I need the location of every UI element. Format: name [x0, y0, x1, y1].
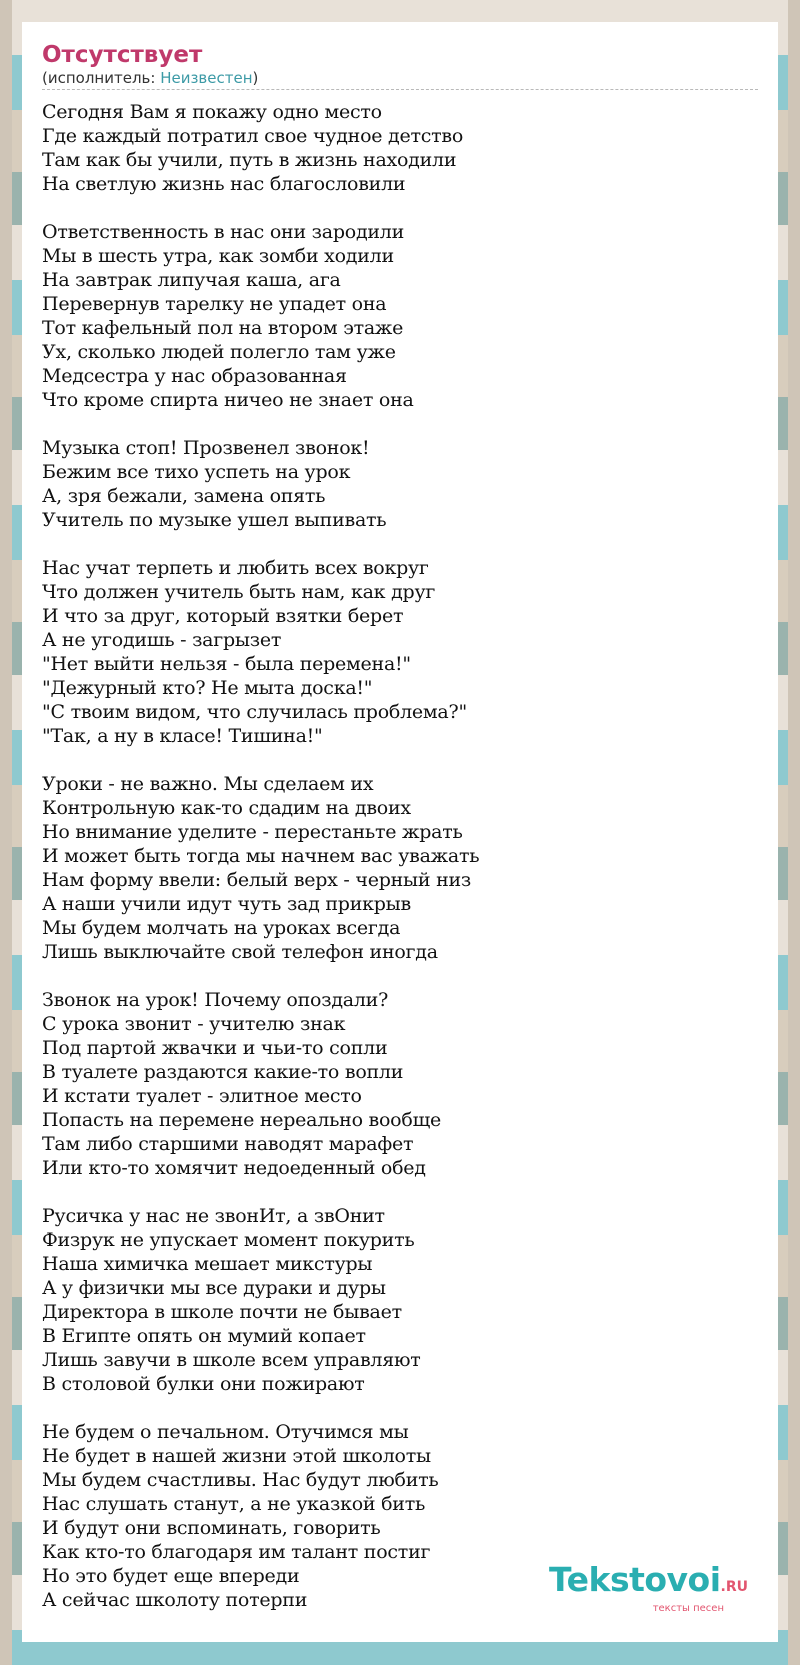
lyric-line: Физрук не упускает момент покурить — [42, 1229, 415, 1251]
lyric-line: Тот кафельный пол на втором этаже — [42, 317, 404, 339]
site-logo[interactable] — [548, 1560, 748, 1614]
lyric-line: Где каждый потратил свое чудное детство — [42, 125, 464, 147]
lyric-line: Лишь выключайте свой телефон иногда — [42, 941, 438, 963]
lyric-line: Сегодня Вам я покажу одно место — [42, 101, 382, 123]
lyric-line: И что за друг, который взятки берет — [42, 605, 404, 627]
lyric-line: На завтрак липучая каша, ага — [42, 269, 341, 291]
lyrics-stanza — [42, 988, 758, 1180]
logo-wordmark — [548, 1560, 748, 1604]
lyrics-stanza — [42, 556, 758, 748]
lyric-line: И может быть тогда мы начнем вас уважать — [42, 845, 480, 867]
lyric-line: Не будем о печальном. Отучимся мы — [42, 1421, 409, 1443]
lyric-line: Там либо старшими наводят марафет — [42, 1133, 414, 1155]
lyric-line: Мы в шесть утра, как зомби ходили — [42, 245, 394, 267]
lyric-line: Учитель по музыке ушел выпивать — [42, 509, 387, 531]
lyrics-stanza — [42, 772, 758, 964]
lyric-line: А у физички мы все дураки и дуры — [42, 1277, 386, 1299]
lyric-line: Русичка у нас не звонИт, а звОнит — [42, 1205, 385, 1227]
lyric-line: Звонок на урок! Почему опоздали? — [42, 989, 389, 1011]
lyric-line: С урока звонит - учителю знак — [42, 1013, 346, 1035]
lyric-line: В туалете раздаются какие-то вопли — [42, 1061, 404, 1083]
artist-link[interactable]: Неизвестен — [160, 69, 253, 87]
lyric-line: Контрольную как-то сдадим на двоих — [42, 797, 411, 819]
lyrics-stanza — [42, 100, 758, 196]
logo-tagline: тексты песен — [652, 1603, 724, 1614]
lyric-line: И будут они вспоминать, говорить — [42, 1517, 381, 1539]
lyric-line: "Дежурный кто? Не мыта доска!" — [42, 677, 373, 699]
lyric-line: И кстати туалет - элитное место — [42, 1085, 362, 1107]
logo-name: Tekstovoi — [548, 1560, 721, 1599]
lyric-line: В столовой булки они пожирают — [42, 1373, 365, 1395]
lyric-line: Музыка стоп! Прозвенел звонок! — [42, 437, 370, 459]
lyric-line: Или кто-то хомячит недоеденный обед — [42, 1157, 426, 1179]
lyric-line: Как кто-то благодаря им талант постиг — [42, 1541, 431, 1563]
background-edge-right — [788, 0, 800, 1665]
lyric-line: Бежим все тихо успеть на урок — [42, 461, 351, 483]
lyric-line: Но внимание уделите - перестаньте жрать — [42, 821, 463, 843]
lyric-line: "Так, а ну в класе! Тишина!" — [42, 725, 323, 747]
performer-line — [42, 69, 758, 90]
lyric-line: Директора в школе почти не бывает — [42, 1301, 402, 1323]
lyric-line: На светлую жизнь нас благословили — [42, 173, 406, 195]
logo-tld: .RU — [720, 1579, 748, 1595]
lyrics-card — [22, 22, 778, 1642]
background-edge-left — [0, 0, 12, 1665]
lyric-line: В Египте опять он мумий копает — [42, 1325, 366, 1347]
lyric-line: А, зря бежали, замена опять — [42, 485, 326, 507]
song-title: Отсутствует — [42, 42, 203, 68]
lyric-line: Нас учат терпеть и любить всех вокруг — [42, 557, 429, 579]
lyric-line: "С твоим видом, что случилась проблема?" — [42, 701, 467, 723]
lyrics-body — [42, 100, 758, 1612]
lyrics-stanza — [42, 436, 758, 532]
lyric-line: Что должен учитель быть нам, как друг — [42, 581, 436, 603]
lyric-line: Наша химичка мешает микстуры — [42, 1253, 373, 1275]
lyric-line: Не будет в нашей жизни этой школоты — [42, 1445, 431, 1467]
lyric-line: Уроки - не важно. Мы сделаем их — [42, 773, 374, 795]
lyrics-stanza — [42, 220, 758, 412]
performer-suffix: ) — [252, 69, 259, 87]
lyric-line: Нам форму ввели: белый верх - черный низ — [42, 869, 472, 891]
lyric-line: А наши учили идут чуть зад прикрыв — [42, 893, 411, 915]
lyric-line: Медсестра у нас образованная — [42, 365, 347, 387]
lyric-line: А не угодишь - загрызет — [42, 629, 282, 651]
lyric-line: Там как бы учили, путь в жизнь находили — [42, 149, 457, 171]
lyric-line: Но это будет еще впереди — [42, 1565, 300, 1587]
lyric-line: Что кроме спирта ничео не знает она — [42, 389, 414, 411]
lyric-line: А сейчас школоту потерпи — [42, 1589, 308, 1611]
lyric-line: Ух, сколько людей полегло там уже — [42, 341, 396, 363]
lyric-line: Ответственность в нас они зародили — [42, 221, 405, 243]
lyric-line: "Нет выйти нельзя - была перемена!" — [42, 653, 411, 675]
lyric-line: Нас слушать станут, а не указкой бить — [42, 1493, 426, 1515]
lyric-line: Перевернув тарелку не упадет она — [42, 293, 387, 315]
lyric-line: Мы будем счастливы. Нас будут любить — [42, 1469, 439, 1491]
lyric-line: Лишь завучи в школе всем управляют — [42, 1349, 421, 1371]
performer-prefix: (исполнитель: — [42, 69, 161, 87]
lyric-line: Под партой жвачки и чьи-то сопли — [42, 1037, 388, 1059]
lyrics-stanza — [42, 1204, 758, 1396]
lyric-line: Мы будем молчать на уроках всегда — [42, 917, 401, 939]
lyric-line: Попасть на перемене нереально вообще — [42, 1109, 441, 1131]
